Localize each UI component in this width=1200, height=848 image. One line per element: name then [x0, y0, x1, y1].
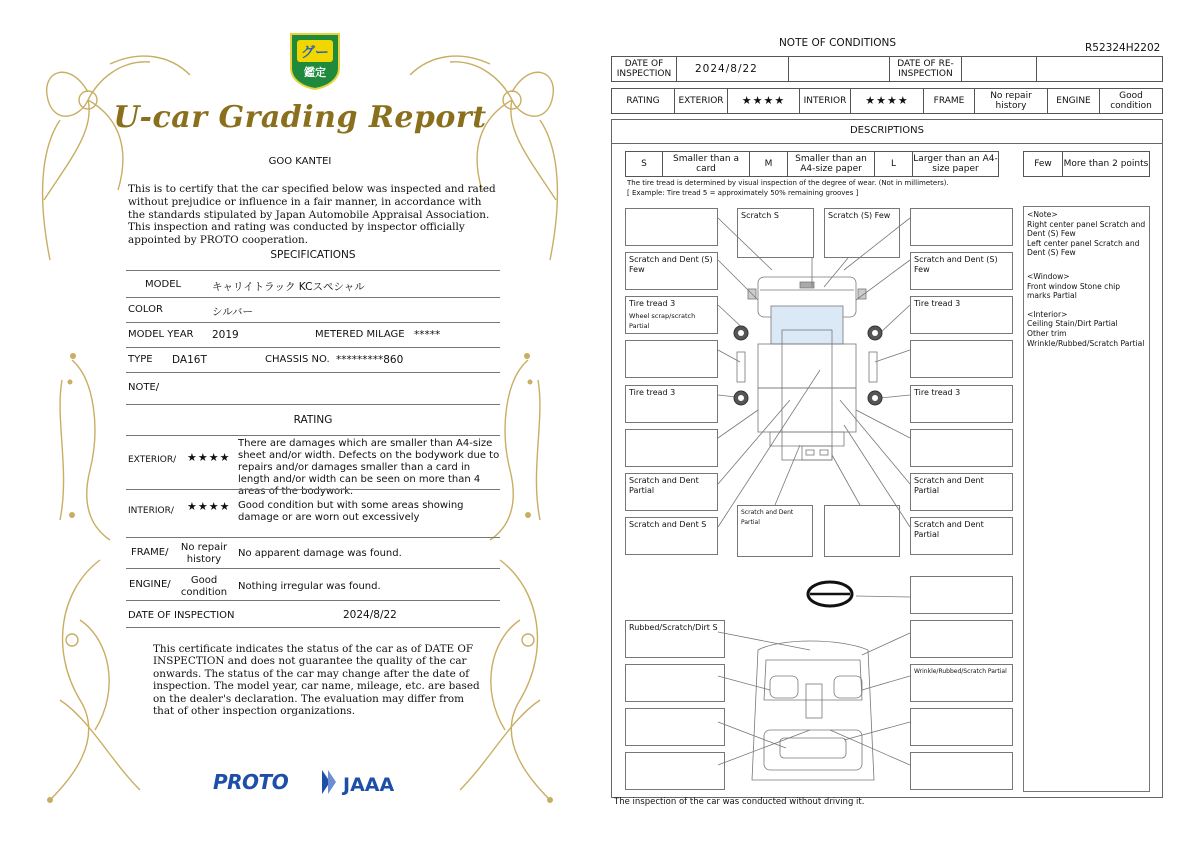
frame-label: FRAME/ — [131, 547, 169, 558]
jaaa-mark-icon — [318, 768, 340, 796]
frame-description: No apparent damage was found. — [238, 548, 402, 559]
divider — [126, 347, 500, 348]
note-line: Left center panel Scratch and Dent (S) Few — [1027, 238, 1140, 258]
goo-kantei-logo — [287, 32, 343, 90]
divider — [126, 537, 500, 538]
note-line: Right center panel Scratch and Dent (S) Few — [1027, 219, 1146, 239]
svg-text:グー: グー — [301, 45, 329, 61]
condition-box: Scratch and Dent Partial — [737, 505, 813, 557]
reinspection-date-label: DATE OF RE-INSPECTION — [890, 57, 962, 81]
divider — [126, 568, 500, 569]
exterior-stars: ★★★★ — [187, 451, 231, 464]
window-line: Front window Stone chip marks Partial — [1027, 281, 1121, 301]
legend-few-code: Few — [1024, 152, 1063, 176]
interior-line: Ceiling Stain/Dirt Partial — [1027, 319, 1118, 329]
notes-panel — [1023, 206, 1150, 792]
legend-l-code: L — [875, 152, 913, 176]
exterior-stars: ★★★★ — [728, 89, 800, 113]
condition-box: Scratch and Dent (S) Few — [625, 252, 718, 290]
descriptions-heading: DESCRIPTIONS — [849, 125, 925, 136]
date-table — [611, 56, 1163, 82]
date-value: 2024/8/22 — [343, 609, 397, 621]
interior-description: Good condition but with some areas showing damage or are worn out excessively — [238, 500, 464, 523]
condition-box: Scratch and Dent (S) Few — [910, 252, 1013, 290]
interior-stars: ★★★★ — [187, 500, 231, 513]
interior-stars: ★★★★ — [851, 89, 924, 113]
size-legend — [625, 151, 999, 177]
certificate-disclaimer: This certificate indicates the status of the car as of DATE OF INSPECTION and does not guarantee the quality of the car onwards. The status of the car may change after the date of inspection. The model year, car name, mileage, etc. are based on the dealer's declaration. The evaluation may differ from that of other inspection organizations. — [153, 643, 480, 718]
divider — [126, 322, 500, 323]
window-heading: <Window> — [1027, 271, 1070, 281]
divider — [612, 143, 1162, 144]
certificate-title: U-car Grading Report — [113, 100, 487, 135]
condition-box: Scratch S — [737, 208, 814, 258]
condition-box — [910, 752, 1013, 790]
model-year-value: 2019 — [212, 329, 239, 341]
inspection-date-label: DATE OF INSPECTION — [612, 57, 677, 81]
condition-box — [910, 208, 1013, 246]
certificate-intro: This is to certify that the car specified below was inspected and rated without prejudice or influence in a fair manner, in accordance with the standards stipulated by Japan Automobile Appraisal Association. This inspection and rating was conducted by inspector officially appointed by PROTO cooperation. — [128, 183, 496, 247]
note-label: NOTE/ — [128, 382, 160, 393]
color-label: COLOR — [128, 304, 163, 315]
tread-note-line-2: [ Example: Tire tread 5 = approximately 50% remaining grooves ] — [627, 188, 859, 197]
mileage-label: METERED MILAGE — [315, 329, 405, 340]
interior-line: Wrinkle/Rubbed/Scratch Partial — [1027, 338, 1145, 348]
rating-heading: RATING — [293, 414, 333, 426]
condition-box: Scratch (S) Few — [824, 208, 900, 258]
tread-note-line-1: The tire tread is determined by visual inspection of the degree of wear. (Not in millimeters). — [627, 179, 949, 187]
date-label: DATE OF INSPECTION — [128, 610, 235, 621]
model-value: キャリイトラック KCスペシャル — [212, 281, 365, 293]
svg-text:鑑定: 鑑定 — [304, 66, 326, 79]
type-label: TYPE — [128, 354, 153, 365]
condition-box — [625, 208, 718, 246]
exterior-label: EXTERIOR — [675, 89, 728, 113]
mileage-value: ***** — [414, 329, 441, 341]
report-code: R52324H2202 — [1085, 42, 1161, 54]
condition-box — [910, 620, 1013, 658]
engine-label: ENGINE — [1048, 89, 1100, 113]
divider — [126, 372, 500, 373]
chassis-label: CHASSIS NO. — [265, 354, 330, 365]
divider — [126, 270, 500, 271]
condition-box: Scratch and Dent S — [625, 517, 718, 555]
box-text: Tire tread 3 — [629, 299, 676, 308]
condition-box: Tire tread 3 — [910, 385, 1013, 423]
frame-value: No repair history — [180, 542, 228, 565]
exterior-label: EXTERIOR/ — [128, 455, 177, 465]
condition-box: Scratch and Dent Partial — [910, 473, 1013, 511]
interior-heading: <Interior> — [1027, 309, 1068, 319]
condition-box: Wrinkle/Rubbed/Scratch Partial — [910, 664, 1013, 702]
exterior-description: There are damages which are smaller than A4-size sheet and/or width. Defects on the bodywork due to repairs and/or damages smaller than a card in length and/or width can be seen on more than 4 areas of the bodywork. — [238, 438, 500, 497]
legend-few-text: More than 2 points — [1063, 159, 1149, 169]
condition-box: Tire tread 3 — [910, 296, 1013, 334]
interior-label: INTERIOR/ — [128, 506, 174, 516]
divider — [126, 489, 500, 490]
box-subtext: Wheel scrap/scratch Partial — [629, 312, 696, 330]
specifications-heading: SPECIFICATIONS — [270, 249, 356, 261]
divider — [126, 404, 500, 405]
condition-box — [625, 429, 718, 467]
interior-label: INTERIOR — [800, 89, 851, 113]
frame-value: No repair history — [975, 89, 1048, 113]
empty-cell — [1037, 57, 1162, 81]
condition-box — [625, 708, 725, 746]
condition-box — [625, 664, 725, 702]
legend-m-code: M — [750, 152, 788, 176]
model-year-label: MODEL YEAR — [128, 329, 194, 340]
condition-box — [625, 296, 718, 334]
interior-line: Other trim — [1027, 328, 1067, 338]
condition-box — [910, 340, 1013, 378]
condition-box: Rubbed/Scratch/Dirt S — [625, 620, 725, 658]
frame-label: FRAME — [924, 89, 975, 113]
condition-box — [625, 340, 718, 378]
model-label: MODEL — [145, 279, 182, 290]
color-value: シルバー — [212, 306, 254, 318]
condition-box — [910, 708, 1013, 746]
few-legend — [1023, 151, 1150, 177]
proto-logo: PROTO — [213, 770, 289, 794]
noc-title: NOTE OF CONDITIONS — [778, 37, 897, 49]
condition-box: Scratch and Dent Partial — [625, 473, 718, 511]
reinspection-date-value — [962, 57, 1037, 81]
condition-box — [910, 429, 1013, 467]
divider — [126, 627, 500, 628]
inspection-date-value: 2024/8/22 — [677, 57, 789, 81]
condition-box — [824, 505, 900, 557]
jaaa-logo: JAAA — [343, 774, 395, 796]
engine-label: ENGINE/ — [129, 579, 171, 590]
engine-description: Nothing irregular was found. — [238, 581, 381, 592]
organization-name: GOO KANTEI — [268, 156, 332, 167]
divider — [126, 435, 500, 436]
tire-tread-note — [627, 179, 949, 198]
condition-box — [910, 576, 1013, 614]
chassis-value: *********860 — [336, 354, 404, 366]
engine-value: Good condition — [1110, 91, 1152, 111]
condition-box: Scratch and Dent Partial — [910, 517, 1013, 555]
condition-box — [625, 752, 725, 790]
note-of-conditions — [600, 0, 1200, 848]
legend-s-text: Smaller than a card — [663, 152, 750, 176]
legend-m-text: Smaller than an A4-size paper — [788, 152, 875, 176]
inspection-footer-note: The inspection of the car was conducted without driving it. — [614, 797, 865, 807]
rating-label: RATING — [612, 89, 675, 113]
note-heading: <Note> — [1027, 210, 1058, 219]
condition-box: Tire tread 3 — [625, 385, 718, 423]
legend-l-text: Larger than an A4-size paper — [913, 154, 998, 174]
divider — [126, 600, 500, 601]
engine-value: Good condition — [180, 575, 228, 598]
type-value: DA16T — [172, 354, 207, 366]
empty-cell — [789, 57, 890, 81]
rating-table — [611, 88, 1163, 114]
legend-s-code: S — [626, 152, 663, 176]
divider — [126, 297, 500, 298]
